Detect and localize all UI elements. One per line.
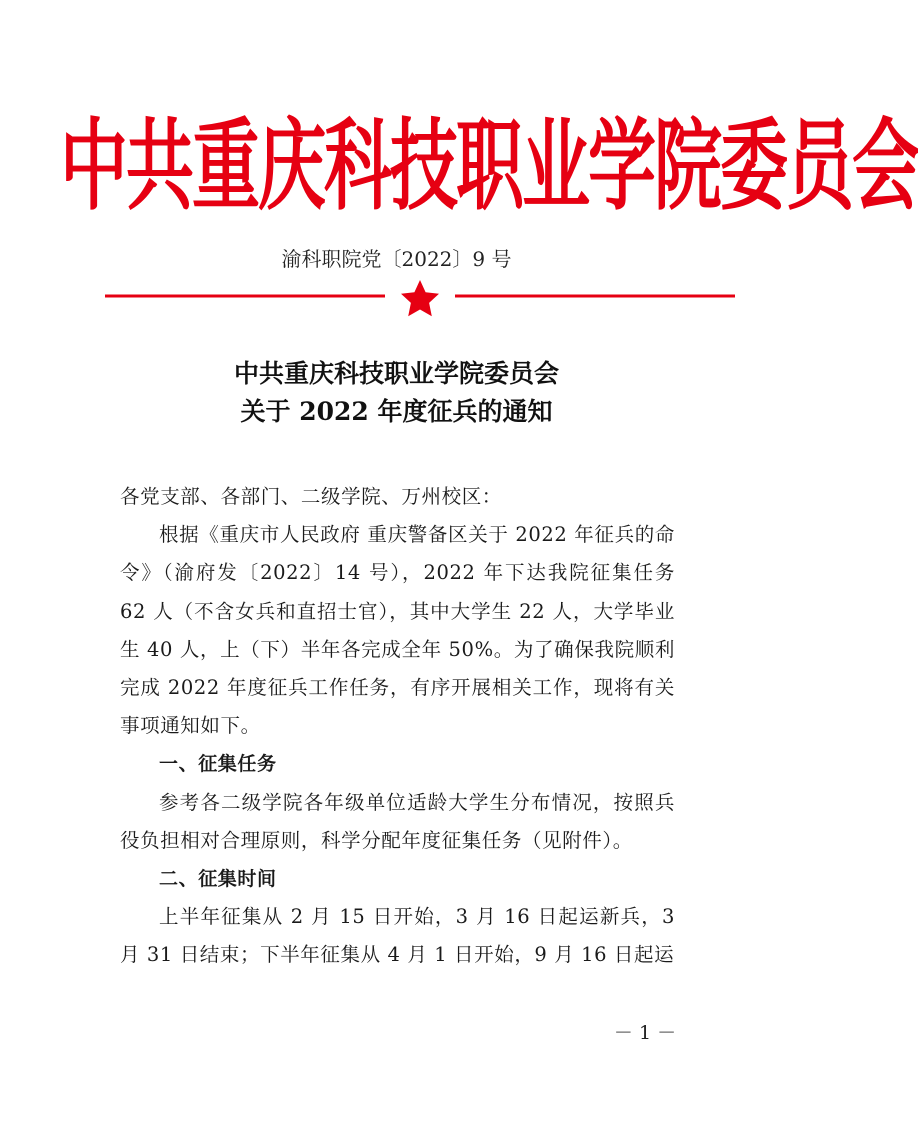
title-line-2: 关于 2022 年度征兵的通知: [240, 397, 553, 426]
page-number: － 1 －: [613, 1022, 677, 1044]
document-body: [120, 478, 675, 975]
document-title: [0, 355, 793, 431]
intro-paragraph: 根据《重庆市人民政府 重庆警备区关于 2022 年征兵的命令》（渝府发〔2022〕14 号），2022 年下达我院征集任务 62 人（不含女兵和直招士官），其中大学生 22 人，大学毕业生 40 人，上（下）半年各完成全年 50%。为了确保我院顺利完成 2022 年度征兵工作任务，有序开展相关工作，现将有关事项通知如下。: [120, 523, 675, 738]
red-divider: [105, 280, 735, 320]
section-paragraph-2: 上半年征集从 2 月 15 日开始，3 月 16 日起运新兵，3 月 31 日结束；下半年征集从 4 月 1 日开始，9 月 16 日起运: [120, 905, 675, 967]
star-icon: [401, 280, 439, 316]
section-heading-1: 一、征集任务: [159, 753, 277, 776]
section-paragraph-1: 参考各二级学院各年级单位适龄大学生分布情况，按照兵役负担相对合理原则，科学分配年度征集任务（见附件）。: [120, 790, 675, 852]
title-line-1: 中共重庆科技职业学院委员会: [233, 359, 559, 388]
masthead-title: 中共重庆科技职业学院委员会: [60, 110, 918, 225]
section-heading-2: 二、征集时间: [159, 868, 277, 891]
salutation: 各党支部、各部门、二级学院、万州校区：: [120, 485, 502, 508]
document-number: 渝科职院党〔2022〕9 号: [281, 247, 512, 271]
